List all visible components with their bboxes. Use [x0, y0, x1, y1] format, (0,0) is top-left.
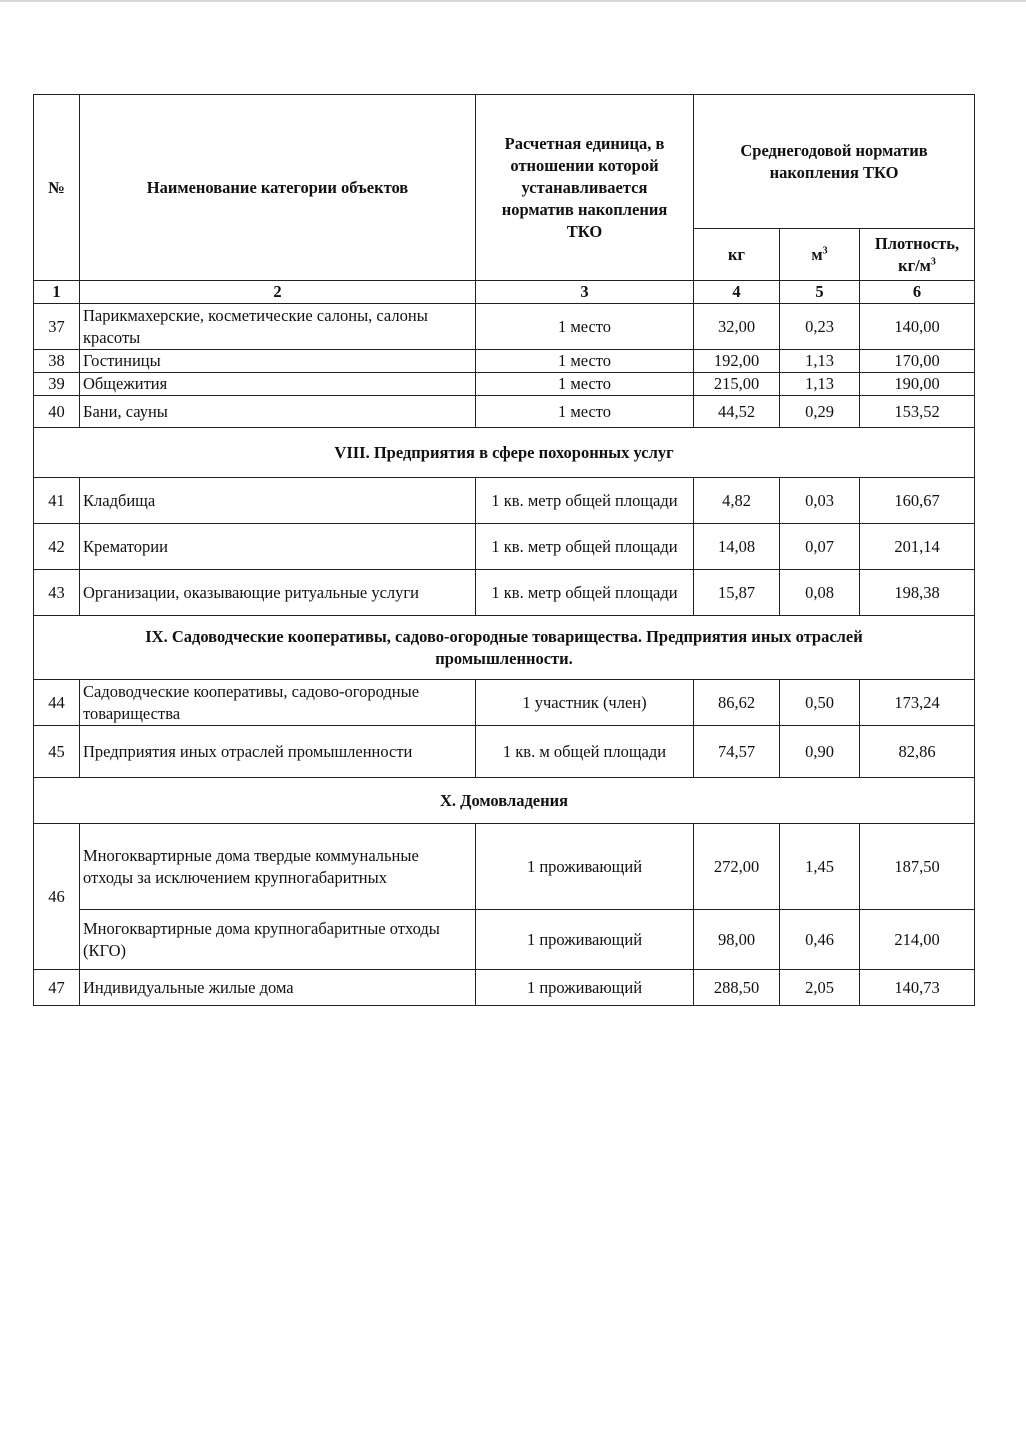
category-name: Крематории [80, 524, 476, 570]
row-number: 41 [34, 478, 80, 524]
density-value: 201,14 [860, 524, 975, 570]
header-m3: $м^3$ [780, 229, 860, 281]
m3-value: 0,46 [780, 910, 860, 970]
unit-cell: 1 проживающий [476, 970, 694, 1006]
density-value: 82,86 [860, 726, 975, 778]
m3-value: 1,45 [780, 824, 860, 910]
row-number: 46 [34, 824, 80, 970]
row-number: 44 [34, 680, 80, 726]
density-value: 198,38 [860, 570, 975, 616]
column-number: 6 [860, 281, 975, 304]
unit-cell: 1 место [476, 373, 694, 396]
column-number: 5 [780, 281, 860, 304]
section-row [34, 778, 975, 824]
category-name: Организации, оказывающие ритуальные услуги [80, 570, 476, 616]
row-number: 38 [34, 350, 80, 373]
unit-cell: 1 место [476, 304, 694, 350]
category-name: Парикмахерские, косметические салоны, салоны красоты [80, 304, 476, 350]
unit-cell: 1 кв. метр общей площади [476, 478, 694, 524]
category-name: Гостиницы [80, 350, 476, 373]
kg-value: 215,00 [694, 373, 780, 396]
unit-cell: 1 проживающий [476, 910, 694, 970]
density-value: 190,00 [860, 373, 975, 396]
section-title: X. Домовладения [34, 778, 975, 824]
header-density: Плотность, $кг/м^3$ [860, 229, 975, 281]
table-row [34, 373, 975, 396]
column-number-row [34, 281, 975, 304]
m3-value: 0,23 [780, 304, 860, 350]
m3-value: 0,03 [780, 478, 860, 524]
table-row [34, 970, 975, 1006]
header-name: Наименование категории объектов [80, 95, 476, 281]
category-name: Бани, сауны [80, 396, 476, 428]
category-name: Индивидуальные жилые дома [80, 970, 476, 1006]
kg-value: 288,50 [694, 970, 780, 1006]
section-row [34, 428, 975, 478]
row-number: 47 [34, 970, 80, 1006]
column-number: 3 [476, 281, 694, 304]
m3-value: 0,50 [780, 680, 860, 726]
table-row [34, 824, 975, 910]
kg-value: 192,00 [694, 350, 780, 373]
table-row [34, 478, 975, 524]
table-row [34, 910, 975, 970]
column-number: 4 [694, 281, 780, 304]
row-number: 40 [34, 396, 80, 428]
kg-value: 15,87 [694, 570, 780, 616]
m3-value: 0,08 [780, 570, 860, 616]
table-row [34, 396, 975, 428]
kg-value: 74,57 [694, 726, 780, 778]
table-row [34, 524, 975, 570]
kg-value: 14,08 [694, 524, 780, 570]
category-name: Кладбища [80, 478, 476, 524]
header-row-1 [34, 95, 975, 229]
category-name: Предприятия иных отраслей промышленности [80, 726, 476, 778]
density-value: 187,50 [860, 824, 975, 910]
category-name: Многоквартирные дома твердые коммунальные отходы за исключением крупногабаритных [80, 824, 476, 910]
header-unit: Расчетная единица, в отношении которой устанавливается норматив накопления ТКО [476, 95, 694, 281]
category-name: Многоквартирные дома крупногабаритные отходы (КГО) [80, 910, 476, 970]
row-number: 42 [34, 524, 80, 570]
m3-value: 1,13 [780, 350, 860, 373]
kg-value: 44,52 [694, 396, 780, 428]
section-row [34, 616, 975, 680]
table-row [34, 304, 975, 350]
unit-cell: 1 кв. метр общей площади [476, 570, 694, 616]
table-row [34, 570, 975, 616]
kg-value: 98,00 [694, 910, 780, 970]
unit-cell: 1 место [476, 396, 694, 428]
norms-table [33, 94, 975, 1006]
density-value: 214,00 [860, 910, 975, 970]
column-number: 1 [34, 281, 80, 304]
table-row [34, 680, 975, 726]
m3-value: 0,90 [780, 726, 860, 778]
header-kg: кг [694, 229, 780, 281]
column-number: 2 [80, 281, 476, 304]
density-value: 153,52 [860, 396, 975, 428]
kg-value: 32,00 [694, 304, 780, 350]
m3-value: 0,29 [780, 396, 860, 428]
header-num: № [34, 95, 80, 281]
category-name: Садоводческие кооперативы, садово-огородные товарищества [80, 680, 476, 726]
unit-cell: 1 участник (член) [476, 680, 694, 726]
header-norm: Среднегодовой норматив накопления ТКО [694, 95, 975, 229]
density-value: 160,67 [860, 478, 975, 524]
unit-cell: 1 проживающий [476, 824, 694, 910]
density-value: 170,00 [860, 350, 975, 373]
scan-edge [0, 0, 1026, 2]
table-row [34, 350, 975, 373]
row-number: 45 [34, 726, 80, 778]
m3-value: 0,07 [780, 524, 860, 570]
density-value: 140,73 [860, 970, 975, 1006]
unit-cell: 1 кв. м общей площади [476, 726, 694, 778]
table-row [34, 726, 975, 778]
density-value: 140,00 [860, 304, 975, 350]
m3-value: 1,13 [780, 373, 860, 396]
section-title: VIII. Предприятия в сфере похоронных услуг [34, 428, 975, 478]
row-number: 37 [34, 304, 80, 350]
category-name: Общежития [80, 373, 476, 396]
section-title: IX. Садоводческие кооперативы, садово-огородные товарищества. Предприятия иных отраслей промышленности. [34, 616, 975, 680]
m3-value: 2,05 [780, 970, 860, 1006]
row-number: 39 [34, 373, 80, 396]
row-number: 43 [34, 570, 80, 616]
kg-value: 272,00 [694, 824, 780, 910]
kg-value: 86,62 [694, 680, 780, 726]
density-value: 173,24 [860, 680, 975, 726]
unit-cell: 1 кв. метр общей площади [476, 524, 694, 570]
unit-cell: 1 место [476, 350, 694, 373]
kg-value: 4,82 [694, 478, 780, 524]
